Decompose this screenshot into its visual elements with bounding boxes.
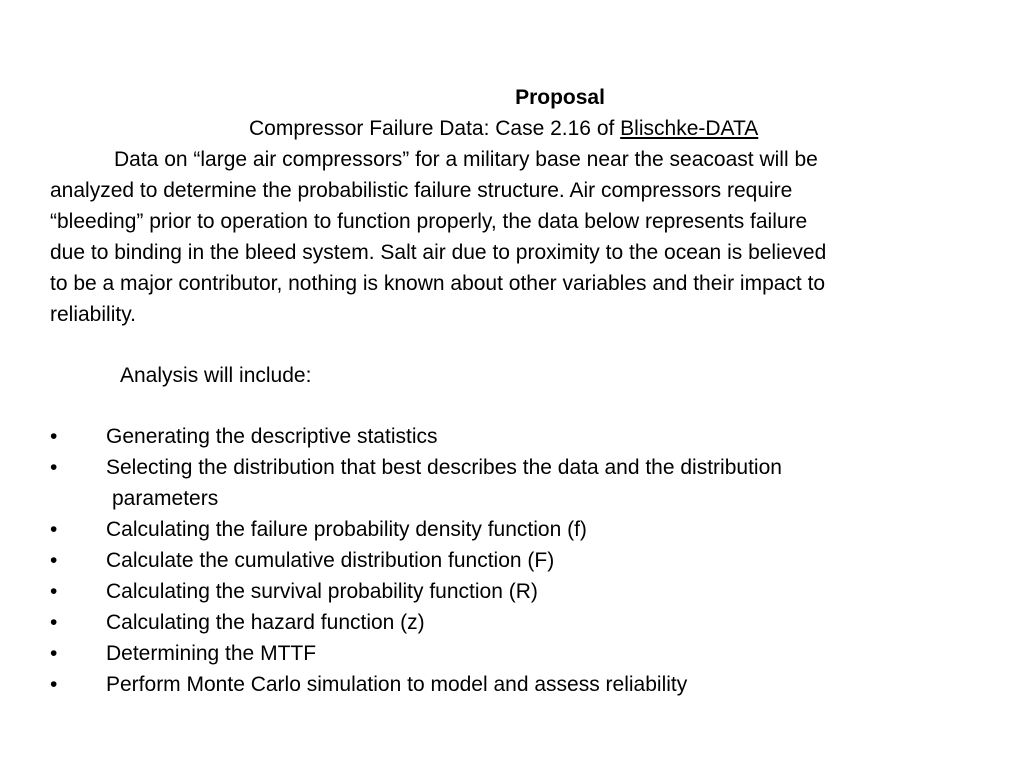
list-item	[50, 669, 782, 700]
list-item-text: Calculating the hazard function (z)	[106, 611, 425, 634]
paragraph-line: Data on “large air compressors” for a military base near the seacoast will be	[114, 148, 818, 171]
list-item-text: Calculating the survival probability function (R)	[106, 580, 538, 603]
paragraph-line: reliability.	[50, 303, 136, 326]
list-item-continuation: parameters	[112, 487, 219, 510]
bullet-icon: •	[50, 580, 58, 603]
bullet-icon: •	[50, 425, 58, 448]
list-item-text: Selecting the distribution that best describes the data and the distribution	[106, 456, 782, 479]
list-item	[50, 421, 782, 452]
analysis-intro: Analysis will include:	[120, 364, 312, 387]
list-item-text: Calculating the failure probability density function (f)	[106, 518, 587, 541]
list-item	[50, 638, 782, 669]
page-title: Proposal	[515, 86, 605, 109]
bullet-icon: •	[50, 611, 58, 634]
subtitle-text: Compressor Failure Data: Case 2.16 of	[249, 117, 621, 140]
bullet-icon: •	[50, 549, 58, 572]
list-item-text: Generating the descriptive statistics	[106, 425, 438, 448]
bullet-icon: •	[50, 642, 58, 665]
list-item	[50, 545, 782, 576]
list-item-text: Perform Monte Carlo simulation to model and assess reliability	[106, 673, 688, 696]
paragraph-line: due to binding in the bleed system. Salt air due to proximity to the ocean is believed	[50, 241, 827, 264]
paragraph-line: to be a major contributor, nothing is known about other variables and their impact to	[50, 272, 826, 295]
list-item-text: Determining the MTTF	[106, 642, 317, 665]
blischke-data-link[interactable]: Blischke-DATA	[620, 117, 759, 140]
list-item	[50, 607, 782, 638]
list-item	[50, 452, 782, 514]
bullet-icon: •	[50, 518, 58, 541]
subtitle	[249, 113, 758, 144]
paragraph-line: “bleeding” prior to operation to function properly, the data below represents failure	[50, 210, 808, 233]
list-item	[50, 576, 782, 607]
paragraph-line: analyzed to determine the probabilistic failure structure. Air compressors require	[50, 179, 793, 202]
analysis-list	[50, 421, 782, 700]
description-paragraph	[50, 144, 1000, 330]
list-item	[50, 514, 782, 545]
bullet-icon: •	[50, 456, 58, 479]
list-item-text: Calculate the cumulative distribution function (F)	[106, 549, 555, 572]
bullet-icon: •	[50, 673, 58, 696]
